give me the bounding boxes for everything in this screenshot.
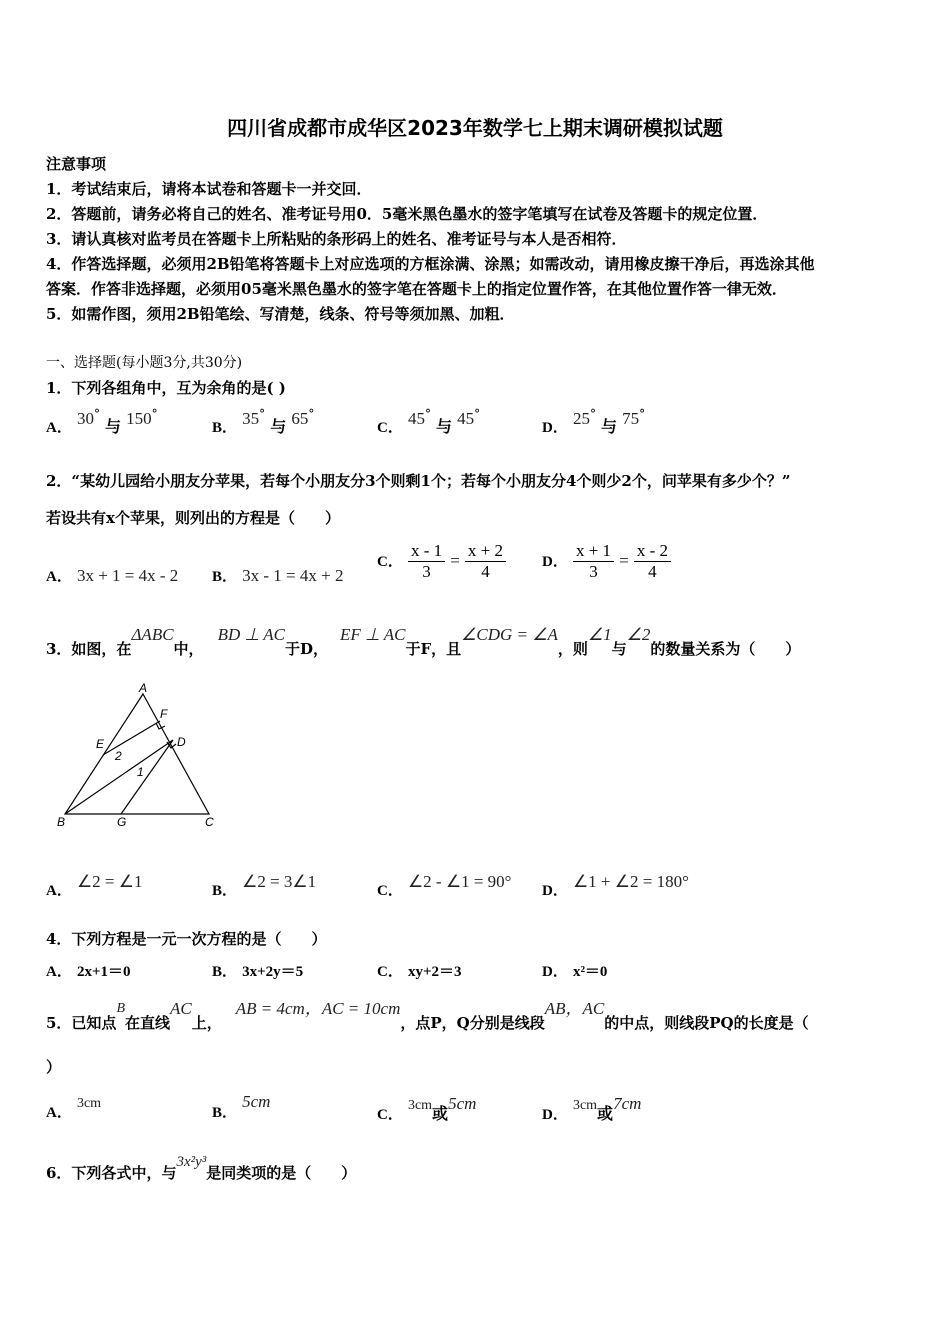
option-label: B． — [212, 883, 238, 899]
option-label: C． — [377, 964, 403, 980]
option-label: A． — [46, 569, 72, 585]
q6-stem: 6．下列各式中，与3x²y³是同类项的是（ ） — [46, 1154, 357, 1182]
length-value: 3cm — [407, 1098, 433, 1113]
length-value: 3cm — [76, 1096, 102, 1111]
option-label: C． — [377, 554, 403, 570]
q5-option-b[interactable] — [212, 1092, 271, 1122]
q2-option-b[interactable] — [212, 565, 343, 586]
triangle-figure — [55, 680, 225, 830]
expression: x²＝0 — [572, 964, 608, 980]
length-value: 7cm — [613, 1094, 642, 1113]
q4-option-d[interactable] — [542, 960, 607, 981]
option-label: D． — [542, 964, 568, 980]
q4-stem: 4．下列方程是一元一次方程的是（ ） — [46, 930, 327, 948]
label-e: E — [96, 737, 105, 751]
option-label: A． — [46, 964, 72, 980]
option-label: B． — [212, 569, 238, 585]
q5-stem-end: ） — [46, 1058, 62, 1076]
length-value: 5cm — [242, 1092, 271, 1111]
notice-item-1: 1．考试结束后，请将本试卷和答题卡一并交回． — [46, 180, 372, 198]
q2-stem-line2: 若设共有x个苹果，则列出的方程是（ ） — [46, 509, 340, 527]
label-d: D — [177, 735, 186, 749]
label-a: A — [139, 681, 148, 695]
q5-option-a[interactable] — [46, 1096, 102, 1122]
option-label: A． — [46, 1105, 72, 1121]
q2-option-c[interactable]: C． $\frac{x - 1}{3}$ = $\frac{x + 2}{4}$ — [377, 541, 506, 582]
label-c: C — [205, 815, 214, 829]
q3-option-d[interactable] — [542, 872, 689, 900]
q4-option-c[interactable] — [377, 960, 462, 981]
option-label: B． — [212, 964, 238, 980]
equation: 3x + 1 = 4x - 2 — [76, 566, 179, 585]
fraction: $\frac{x + 2}{4}$ — [465, 541, 506, 582]
q2-option-a[interactable] — [46, 565, 178, 586]
notice-item-5: 5．如需作图，须用2B铅笔绘、写清楚，线条、符号等须加黑、加粗． — [46, 305, 515, 323]
option-label: C． — [377, 883, 403, 899]
fraction: $\frac{x + 1}{3}$ — [573, 541, 614, 582]
angle-value: 30 — [76, 409, 94, 428]
angle-value: 150 — [126, 409, 152, 428]
equation: 3x - 1 = 4x + 2 — [242, 566, 344, 585]
q3-option-c[interactable] — [377, 872, 512, 900]
q1-option-a[interactable]: A． 30° 与 150° — [46, 407, 158, 436]
q2-stem-line1: 2．“某幼儿园给小朋友分苹果，若每个小朋友分3个则剩1个；若每个小朋友分4个则少2个，问苹果有多少个？” — [46, 472, 791, 490]
label-g: G — [117, 815, 127, 829]
q2-option-d[interactable]: D． $\frac{x + 1}{3}$ = $\frac{x - 2}{4}$ — [542, 541, 671, 582]
option-label: A． — [46, 883, 72, 899]
angle-value: 65 — [291, 409, 309, 428]
angle-value: 25 — [572, 409, 590, 428]
q4-option-b[interactable] — [212, 960, 303, 981]
option-label: C． — [377, 420, 403, 436]
q5-option-d[interactable]: D． 3cm或7cm — [542, 1094, 642, 1123]
q3-option-b[interactable] — [212, 872, 317, 900]
page-title: 四川省成都市成华区2023年数学七上期末调研模拟试题 — [227, 116, 723, 140]
notice-heading: 注意事项 — [46, 155, 107, 173]
q1-option-b[interactable]: B． 35° 与 65° — [212, 407, 315, 436]
option-label: B． — [212, 420, 238, 436]
fraction: $\frac{x - 2}{4}$ — [634, 541, 671, 582]
q3-stem: 3．如图，在ΔABC中，BD ⊥ AC于D，EF ⊥ AC于F，且∠CDG = ∠A，则∠1与∠2的数量关系为（ ） — [46, 625, 801, 658]
q1-stem: 1．下列各组角中，互为余角的是( ) — [46, 379, 286, 397]
angle-value: 35 — [242, 409, 260, 428]
length-value: 5cm — [448, 1094, 477, 1113]
angle-value: 45 — [457, 409, 475, 428]
q3-option-a[interactable] — [46, 872, 143, 900]
angle-value: 75 — [622, 409, 640, 428]
q1-option-d[interactable]: D． 25° 与 75° — [542, 407, 646, 436]
label-angle-1: 1 — [137, 765, 144, 779]
option-label: A． — [46, 420, 72, 436]
expression: 3x+2y＝5 — [242, 964, 304, 980]
notice-item-2: 2．答题前，请务必将自己的姓名、准考证号用0．5毫米黑色墨水的签字笔填写在试卷及答题卡的规定位置． — [46, 205, 768, 223]
expression: ∠2 = 3∠1 — [242, 872, 317, 891]
expression: ∠2 - ∠1 = 90° — [407, 872, 512, 891]
label-b: B — [57, 815, 66, 829]
length-value: 3cm — [572, 1098, 598, 1113]
expression: xy+2＝3 — [407, 964, 462, 980]
q1-option-c[interactable]: C． 45° 与 45° — [377, 407, 481, 436]
q5-option-c[interactable]: C． 3cm或5cm — [377, 1094, 477, 1123]
expression: 2x+1＝0 — [76, 964, 131, 980]
q5-stem: 5．已知点B在直线AC上，AB = 4cm，AC = 10cm，点P，Q分别是线段AB，AC的中点，则线段PQ的长度是（ — [46, 999, 809, 1032]
option-label: C． — [377, 1107, 403, 1123]
expression: ∠1 + ∠2 = 180° — [572, 872, 689, 891]
label-angle-2: 2 — [115, 749, 122, 763]
notice-item-4: 4．作答选择题，必须用2B铅笔将答题卡上对应选项的方框涂满、涂黑；如需改动，请用橡皮擦干净后，再选涂其他 — [46, 255, 815, 273]
option-label: B． — [212, 1105, 238, 1121]
option-label: D． — [542, 554, 568, 570]
fraction: $\frac{x - 1}{3}$ — [408, 541, 445, 582]
q4-option-a[interactable] — [46, 960, 131, 981]
label-f: F — [160, 707, 168, 721]
notice-item-4-cont: 答案．作答非选择题，必须用05毫米黑色墨水的签字笔在答题卡上的指定位置作答，在其他位置作答一律无效． — [46, 280, 787, 298]
monomial: 3x²y³ — [176, 1154, 207, 1170]
expression: ∠2 = ∠1 — [76, 872, 143, 891]
option-label: D． — [542, 883, 568, 899]
angle-value: 45 — [407, 409, 425, 428]
option-label: D． — [542, 1107, 568, 1123]
notice-item-3: 3．请认真核对监考员在答题卡上所粘贴的条形码上的姓名、准考证号与本人是否相符． — [46, 230, 627, 248]
option-label: D． — [542, 420, 568, 436]
section-heading: 一、选择题(每小题3分,共30分) — [46, 355, 243, 371]
